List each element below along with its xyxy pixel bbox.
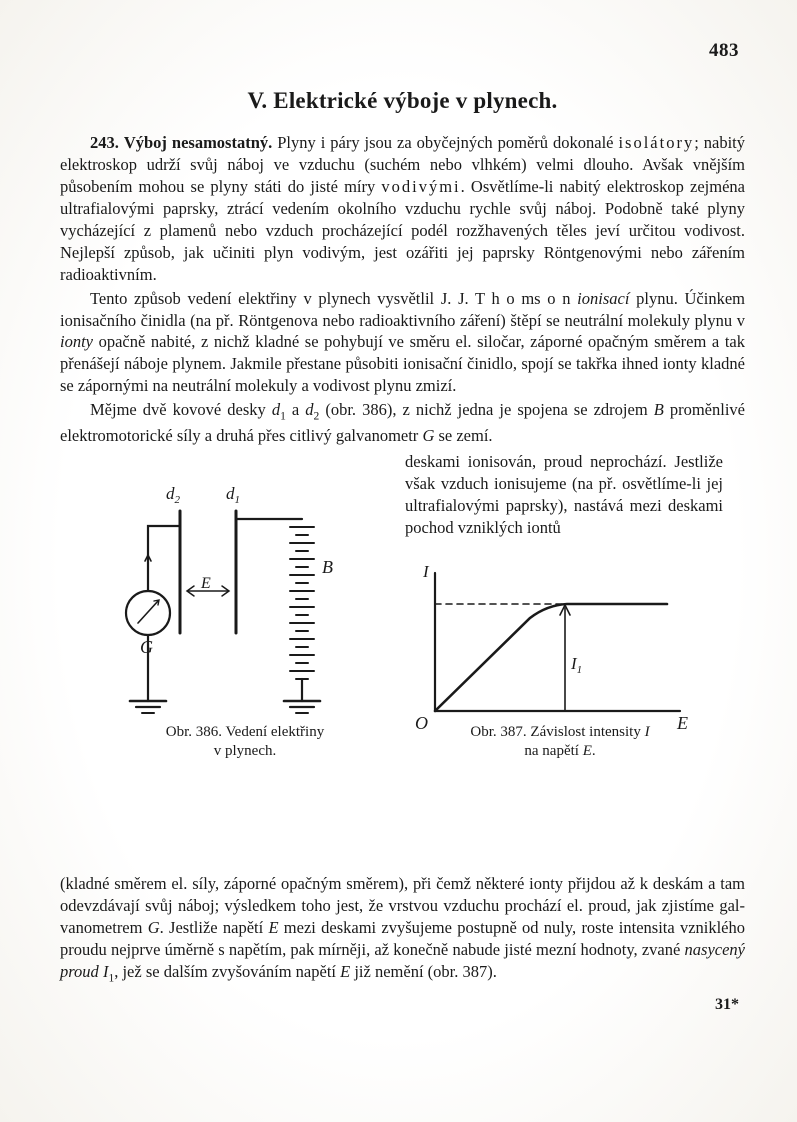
label-I-axis: I bbox=[423, 561, 429, 581]
caption-387-line1 bbox=[415, 723, 705, 742]
tail-E: E bbox=[268, 917, 279, 937]
caption-386-line2: v plynech. bbox=[213, 742, 277, 759]
label-G: G bbox=[140, 636, 153, 657]
tail-part-2: . Jestliže napětí bbox=[159, 917, 269, 937]
label-E-axis: E bbox=[677, 712, 688, 733]
p3-d1-sub: 1 bbox=[280, 410, 286, 423]
tail-part-4: , jež se dalším zvyšováním napětí bbox=[114, 961, 341, 981]
label-I1: $I_1$ bbox=[571, 653, 583, 676]
p3-part-b: (obr. 386), z nichž jedna je spojena se zdrojem bbox=[319, 400, 654, 420]
wrap-paragraph: deskami ionisován, proud neprochází. Jestliže však vzduch ionisujeme (na př. osvětlíme-li jej ultrafialovými paprsky), nastává mezi deskami pochod vzniklých iontů bbox=[405, 451, 723, 537]
caption-387-end: . bbox=[591, 742, 596, 759]
figure-386-drawing bbox=[118, 451, 378, 751]
p2-part-b: plynu. Účinkem ionisačního činidla (na př. Röntgenova nebo radioaktivního záření) štěpí se neutrální molekuly plynu v bbox=[60, 288, 745, 330]
p1-vodivymi: vodivými bbox=[381, 176, 461, 196]
figure-386 bbox=[118, 451, 378, 751]
caption-387 bbox=[415, 723, 705, 761]
p1-part-b: ; nabitý elektroskop udrží svůj náboj ve vzduchu (suchém nebo vlhkém) velmi dlouho. Avšak vnějším působením mohou se plyny státi do jisté míry bbox=[60, 133, 746, 196]
label-d1: $d_1$ bbox=[226, 483, 240, 506]
signature-mark: 31* bbox=[715, 996, 739, 1014]
tail-I: I bbox=[102, 961, 109, 981]
chapter-title: V. Elektrické výboje v plynech. bbox=[247, 88, 558, 113]
caption-386 bbox=[80, 723, 410, 761]
paragraph-thomson bbox=[60, 288, 745, 398]
p1-part-c: . Osvětlíme-li nabitý elektroskop zejména ultrafialovými paprsky, ztrácí vedením okolního vzduchu rychle svůj náboj. Podobně také plyny vycházející z plamenů nebo vzduch procházející podél rozžhavených těles jeví určitou vodivost. Nejlepší způsob, jak učiniti plyn vodivým, jest ozářiti jej paprsky Röntgenovými nebo zářením radioaktivním. bbox=[60, 176, 746, 284]
p2-ionisaci: ionisací bbox=[577, 288, 630, 308]
tail-part-3: mezi deskami zvyšujeme postupně od nuly, roste intensita vzniklého proudu nejprve úměrně s napětím, pak mírněji, až konečně nabude jisté mezní hodnoty, zvané bbox=[60, 917, 746, 959]
caption-387-text1: Obr. 387. Závislost intensity bbox=[470, 723, 641, 740]
p3-and: a bbox=[285, 400, 306, 420]
p3-d1: d bbox=[271, 400, 281, 420]
p1-isolatory: isolátory bbox=[618, 133, 695, 152]
tail-E2: E bbox=[340, 961, 351, 981]
p2-part-a: Tento způsob vedení elektřiny v plynech vysvětlil J. J. T h o ms o n bbox=[90, 288, 578, 308]
p3-d2: d bbox=[305, 400, 314, 420]
section-heading: Výboj nesamostatný. bbox=[123, 133, 273, 152]
label-E: E bbox=[201, 574, 211, 592]
p3-part-a: Mějme dvě kovové desky bbox=[90, 400, 272, 420]
label-origin: O bbox=[415, 712, 428, 733]
tail-part-5: již nemění (obr. 387). bbox=[350, 961, 497, 981]
caption-386-line1: Obr. 386. Vedení elektřiny bbox=[165, 723, 325, 740]
caption-387-I: I bbox=[644, 723, 650, 740]
page-number: 483 bbox=[709, 40, 739, 61]
caption-387-line2 bbox=[415, 742, 705, 761]
label-B: B bbox=[322, 556, 333, 577]
p3-galvanometer-G: G bbox=[422, 425, 435, 445]
figures-region bbox=[60, 451, 745, 781]
paragraph-243 bbox=[60, 132, 745, 286]
caption-387-text2: na napětí bbox=[524, 742, 579, 759]
body-text-top bbox=[60, 132, 745, 447]
p2-part-c: opačně nabité, z nichž kladné se pohybují ve směru el. siločar, záporné opačným směrem a tak přenášejí náboje plynem. Jakmile přestane působiti ionisační činidlo, spojí se takřka ihned ionty kladné se zápornými na neutrální molekuly a vodivost plynu zmizí. bbox=[60, 332, 745, 396]
p3-d2-sub: 2 bbox=[313, 410, 320, 423]
p2-ionty: ionty bbox=[60, 332, 93, 352]
section-number: 243. bbox=[90, 133, 119, 152]
caption-387-E: E bbox=[582, 742, 592, 759]
tail-I-sub: 1 bbox=[108, 971, 115, 984]
tail-part-1: (kladné směrem el. síly, záporné opačným směrem), při čemž některé ionty přijdou až k deskám a tam odevzdávají svůj náboj; výsledkem toho jest, že vrstvou vzduchu prochází el. proud, jak zjistíme galvanometrem bbox=[60, 873, 745, 937]
paragraph-plates bbox=[60, 399, 745, 447]
body-text-bottom bbox=[60, 873, 745, 986]
tail-nasyceny: nasycený proud bbox=[60, 939, 745, 981]
paragraph-tail bbox=[60, 873, 745, 986]
label-d2: $d_2$ bbox=[166, 483, 180, 506]
p3-part-c: proměnlivé elektromotorické síly a druhá přes citlivý galvanometr bbox=[60, 400, 745, 445]
p3-source-B: B bbox=[653, 400, 664, 420]
p1-part-a: Plyny i páry jsou za obyčejných poměrů dokonalé bbox=[272, 133, 619, 152]
tail-G: G bbox=[147, 917, 160, 937]
p3-part-d: se zemí. bbox=[434, 425, 493, 445]
